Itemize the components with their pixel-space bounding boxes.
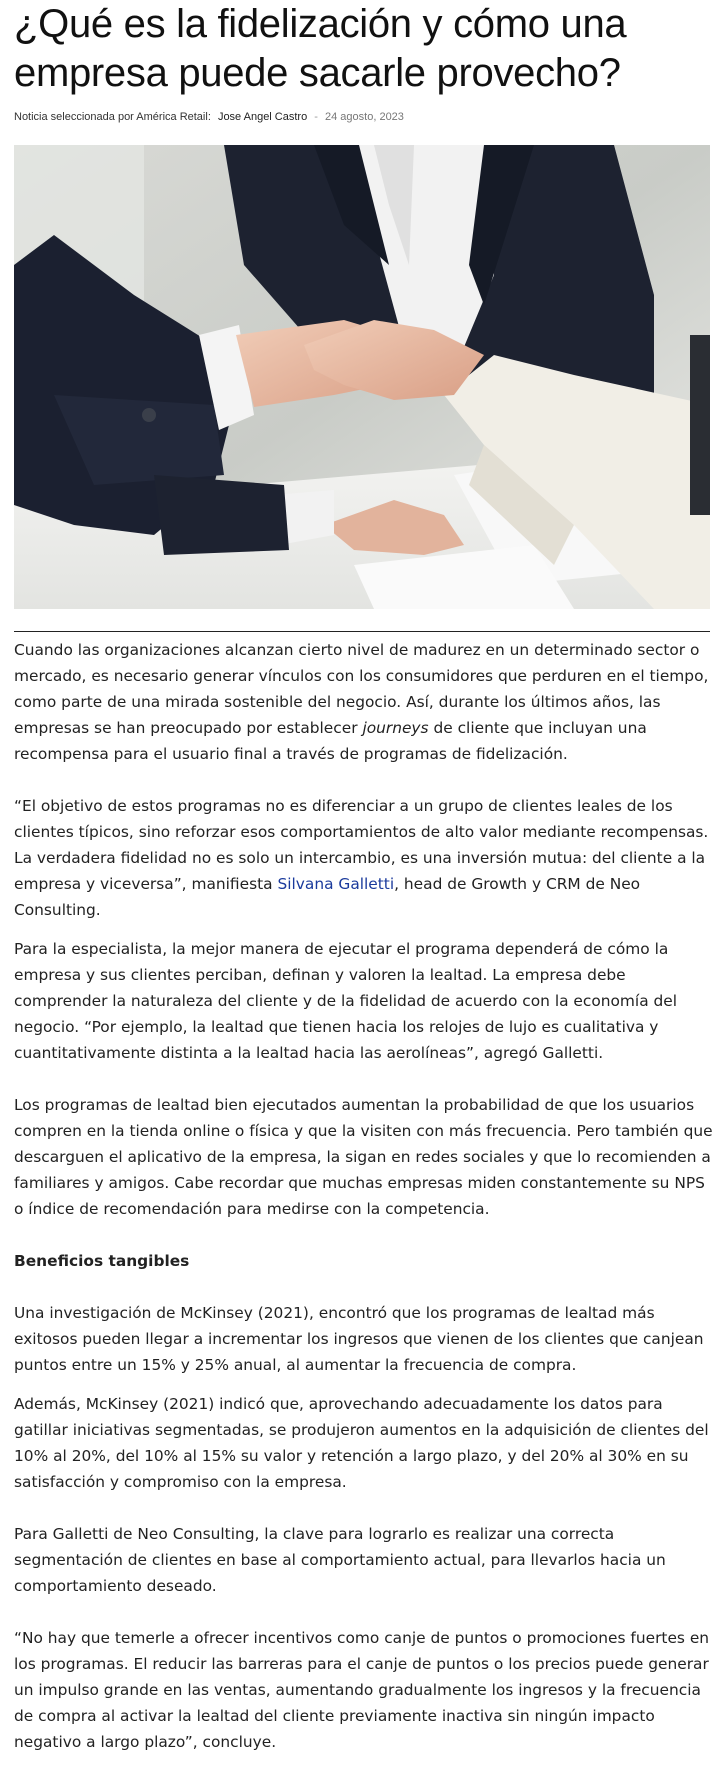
paragraph-quote-1: “El objetivo de estos programas no es diferenciar a un grupo de clientes leales de los clientes típicos, sino reforzar esos comportamientos de alto valor mediante recompensas. La verdadera fidelidad no es solo un intercambio, es una inversión mutua: del cliente a la empresa y viceversa”, manifiesta Silvana Galletti, head de Growth y CRM de Neo Consulting.	[14, 797, 709, 919]
paragraph-mckinsey-2: Además, McKinsey (2021) indicó que, aprovechando adecuadamente los datos para gatillar iniciativas segmentadas, se produjeron aumentos en la adquisición de clientes del 10% al 20%, del 10% al 15% su valor y retención a largo plazo, y del 20% al 30% en su satisfacción y compromiso con la empresa.	[14, 1395, 709, 1491]
journeys-emphasis: journeys	[362, 719, 429, 737]
paragraph-loyalty-programs: Los programas de lealtad bien ejecutados aumentan la probabilidad de que los usuarios compren en la tienda online o física y que la visiten con más frecuencia. Pero también que descarguen el aplicativo de la empresa, la sigan en redes sociales y que lo recomienden a familiares y amigos. Cabe recordar que muchas empresas miden constantemente su NPS o índice de recomendación para medirse con la competencia.	[14, 1096, 713, 1218]
selected-by-label: Noticia seleccionada por América Retail:	[14, 111, 211, 123]
paragraph-intro: Cuando las organizaciones alcanzan cierto nivel de madurez en un determinado sector o mercado, es necesario generar vínculos con los consumidores que perduren en el tiempo, como parte de una mirada sostenible del negocio. Así, durante los últimos años, las empresas se han preocupado por establecer journeys de cliente que incluyan una recompensa para el usuario final a través de programas de fidelización.	[14, 641, 709, 763]
divider	[14, 631, 710, 632]
handshake-photo-icon	[14, 145, 710, 609]
article-body	[14, 637, 714, 1755]
author-link[interactable]: Jose Angel Castro	[217, 111, 308, 123]
publish-date: 24 agosto, 2023	[325, 111, 404, 123]
article	[14, 0, 711, 1755]
paragraph-specialist: Para la especialista, la mejor manera de ejecutar el programa dependerá de cómo la empresa y sus clientes perciban, definan y valoren la lealtad. La empresa debe comprender la naturaleza del cliente y de la fidelidad de acuerdo con la economía del negocio. “Por ejemplo, la lealtad que tienen hacia los relojes de lujo es cualitativa y cuantitativamente distinta a la lealtad hacia las aerolíneas”, agregó Galletti.	[14, 940, 678, 1062]
paragraph-mckinsey-1: Una investigación de McKinsey (2021), encontró que los programas de lealtad más exitosos pueden llegar a incrementar los ingresos que vienen de los clientes que canjean puntos entre un 15% y 25% anual, al aumentar la frecuencia de compra.	[14, 1304, 704, 1374]
paragraph-quote-2: “No hay que temerle a ofrecer incentivos como canje de puntos o promociones fuertes en los programas. El reducir las barreras para el canje de puntos o los precios puede generar un impulso grande en las ventas, aumentando gradualmente los ingresos y la frecuencia de compra al activar la lealtad del cliente previamente inactiva sin ningún impacto negativo a largo plazo”, concluye.	[14, 1629, 710, 1751]
meta-separator: -	[314, 111, 318, 123]
section-heading: Beneficios tangibles	[14, 1252, 190, 1270]
article-meta	[14, 111, 711, 127]
hero-image	[14, 145, 710, 609]
silvana-galletti-link[interactable]: Silvana Galletti	[277, 875, 395, 893]
article-title: ¿Qué es la fidelización y cómo una empresa puede sacarle provecho?	[14, 2, 627, 95]
paragraph-segmentation: Para Galletti de Neo Consulting, la clave para lograrlo es realizar una correcta segmentación de clientes en base al comportamiento actual, para llevarlos hacia un comportamiento deseado.	[14, 1525, 666, 1595]
